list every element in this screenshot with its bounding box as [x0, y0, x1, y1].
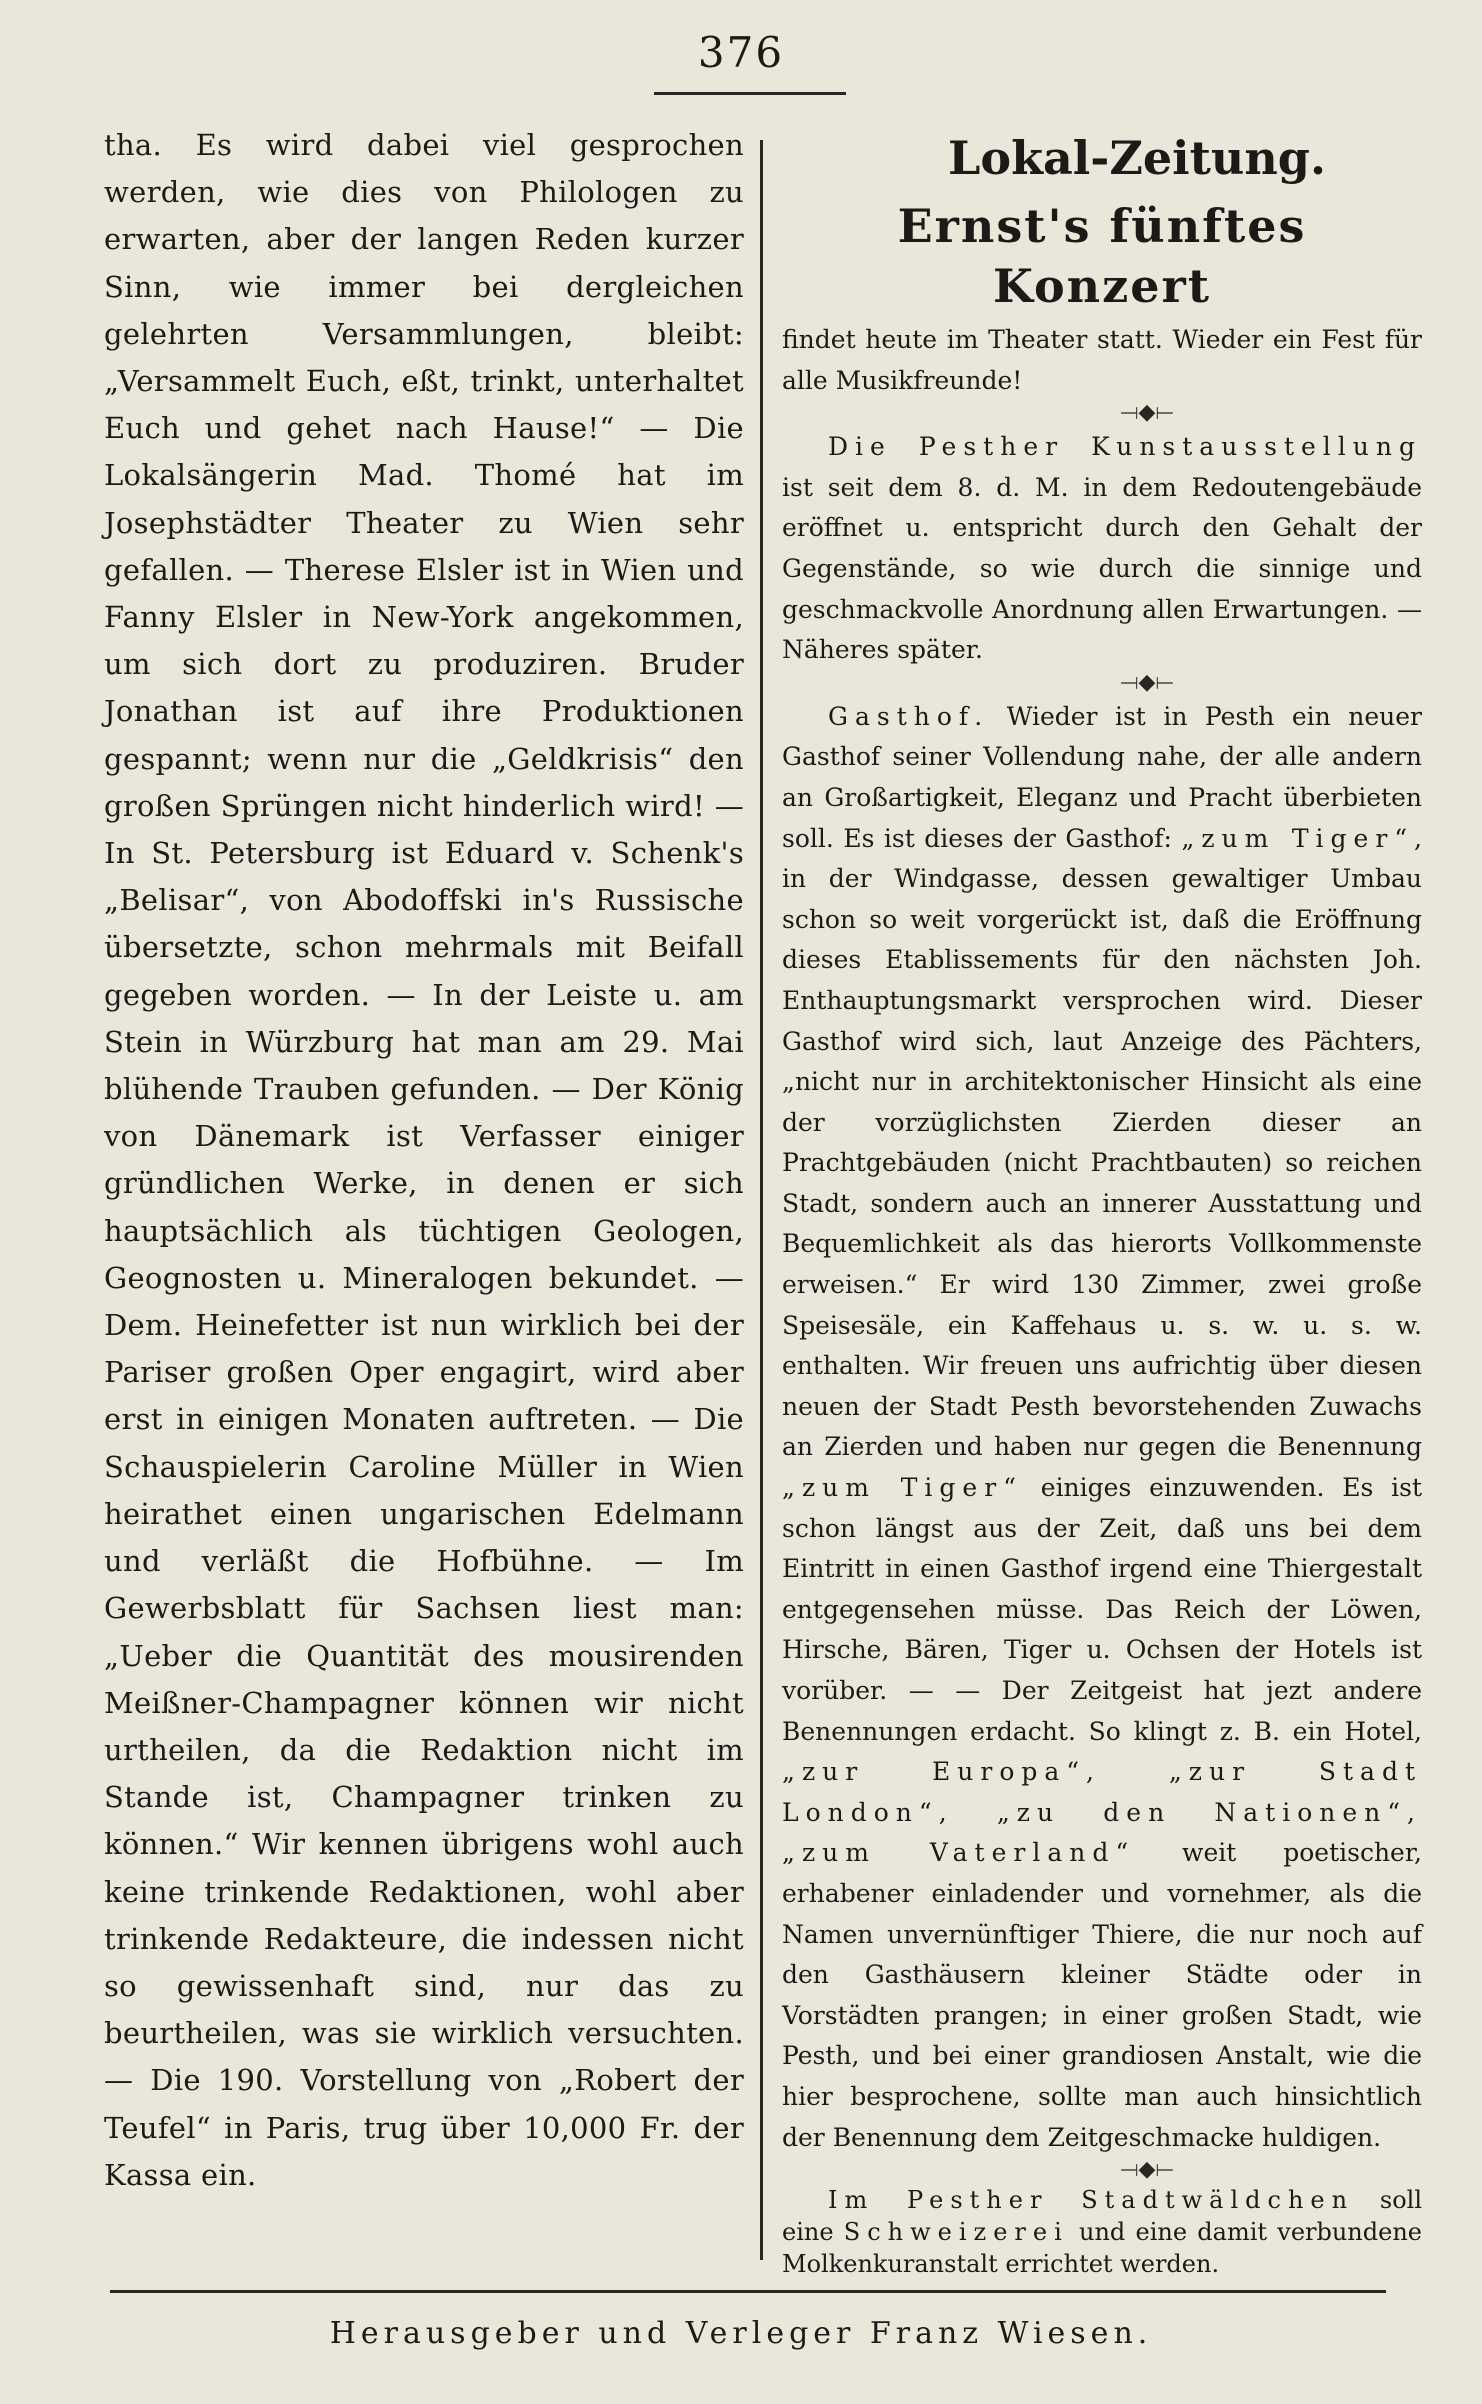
ornament-divider: ⟞◆⟝ [1120, 669, 1174, 695]
hotel-text-4: weit poetischer, erhabener einladender und vornehmer, als die Namen unvernünftiger Thiere, die nur noch auf den Gasthäusern kleiner Städte oder in Vorstädten prangen; in einer großen Stadt, wie Pesth, und bei einer grandiosen Anstalt, wie die hier besprochene, sollte man auch hinsichtlich der Benennung dem Zeitgeschmacke huldigen. [782, 1838, 1422, 2152]
exhibition-paragraph [782, 427, 1422, 671]
woods-swiss: Schweizerei [843, 2218, 1069, 2247]
ornament-divider: ⟞◆⟝ [1120, 400, 1174, 426]
woods-paragraph [782, 2184, 1422, 2280]
hotel-lead: Gasthof. [828, 701, 990, 731]
top-rule [654, 92, 846, 95]
ornament-divider: ⟞◆⟝ [1120, 2157, 1174, 2183]
woods-lead: Im Pesther Stadtwäldchen [828, 2186, 1355, 2215]
hotel-paragraph [782, 697, 1422, 2158]
hotel-name-2: „zum Tiger“ [782, 1473, 1023, 1503]
masthead: Lokal-Zeitung. [948, 131, 1326, 185]
woods-text-1: soll eine [782, 2186, 1423, 2247]
hotel-text-3: einiges einzuwenden. Es ist schon längst aus der Zeit, daß uns bei dem Eintritt in einen Gasthof irgend eine Thiergestalt entgegensehen müsse. Das Reich der Löwen, Hirsche, Bären, Tiger u. Ochsen der Hotels ist vorüber. — — Der Zeitgeist hat jezt andere Benennungen erdacht. So klingt z. B. ein Hotel, [782, 1473, 1422, 1746]
hotel-name-1: „zum Tiger“ [1181, 823, 1415, 853]
woods-text-2: und eine damit verbundene Molkenkuranstalt errichtet werden. [782, 2218, 1422, 2279]
left-column-text: tha. Es wird dabei viel gesprochen werden, wie dies von Philologen zu erwarten, aber der langen Reden kurzer Sinn, wie immer bei dergleichen gelehrten Versammlungen, bleibt: „Versammelt Euch, eßt, trinkt, unterhaltet Euch und gehet nach Hause!“ — Die Lokalsängerin Mad. Thomé hat im Josephstädter Theater zu Wien sehr gefallen. — Therese Elsler ist in Wien und Fanny Elsler in New-York angekommen, um sich dort zu produziren. Bruder Jonathan ist auf ihre Produktionen gespannt; wenn nur die „Geldkrisis“ den großen Sprüngen nicht hinderlich wird! — In St. Petersburg ist Eduard v. Schenk's „Belisar“, von Abodoffski in's Russische übersetzte, schon mehrmals mit Beifall gegeben worden. — In der Leiste u. am Stein in Würzburg hat man am 29. Mai blühende Trauben gefunden. — Der König von Dänemark ist Verfasser einiger gründlichen Werke, in denen er sich hauptsächlich als tüchtigen Geologen, Geognosten u. Mineralogen bekundet. — Dem. Heinefetter ist nun wirklich bei der Pariser großen Oper engagirt, wird aber erst in einigen Monaten auftreten. — Die Schauspielerin Caroline Müller in Wien heirathet einen ungarischen Edelmann und verläßt die Hofbühne. — Im Gewerbsblatt für Sachsen liest man: „Ueber die Quantität des mousirenden Meißner-Champagner können wir nicht urtheilen, da die Redaktion nicht im Stande ist, Champagner trinken zu können.“ Wir kennen übrigens wohl auch keine trinkende Redaktionen, wohl aber trinkende Redakteure, die indessen nicht so gewissenhaft sind, nur das zu beurtheilen, was sie wirklich versuchten. — Die 190. Vorstellung von „Robert der Teufel“ in Paris, trug über 10,000 Fr. der Kassa ein. [104, 128, 744, 2192]
hotel-text-2: , in der Windgasse, dessen gewaltiger Umbau schon so weit vorgerückt ist, daß die Eröffnung dieses Etablissements für den nächsten Joh. Enthauptungsmarkt versprochen wird. Dieser Gasthof wird sich, laut Anzeige des Pächters, „nicht nur in architektonischer Hinsicht als eine der vorzüglichsten Zierden dieser an Prachtgebäuden (nicht Prachtbauten) so reichen Stadt, sondern auch an innerer Ausstattung und Bequemlichkeit als das hierorts Vollkommenste erweisen.“ Er wird 130 Zimmer, zwei große Speisesäle, ein Kaffehaus u. s. w. u. s. w. enthalten. Wir freuen uns aufrichtig über diesen neuen der Stadt Pesth bevorstehenden Zuwachs an Zierden und haben nur gegen die Benennung [782, 823, 1422, 1462]
hotel-name-3: „zur Europa“, „zur Stadt London“, „zu den Nationen“, „zum Vaterland“ [782, 1757, 1422, 1868]
concert-text: findet heute im Theater statt. Wieder ein Fest für alle Musikfreunde! [782, 325, 1422, 395]
right-column [782, 126, 1422, 2280]
left-column [104, 122, 744, 2199]
column-divider [760, 140, 763, 2260]
page-number: 376 [697, 28, 785, 77]
bottom-rule [110, 2290, 1386, 2293]
imprint: Herausgeber und Verleger Franz Wiesen. [329, 2316, 1153, 2351]
exhibition-body: ist seit dem 8. d. M. in dem Redoutengebäude eröffnet u. entspricht durch den Gehalt der Gegenstände, so wie durch die sinnige und geschmackvolle Anordnung allen Erwartungen. — Näheres später. [782, 472, 1422, 665]
hotel-text-1: Wieder ist in Pesth ein neuer Gasthof seiner Vollendung nahe, der alle andern an Großartigkeit, Eleganz und Pracht überbieten soll. Es ist dieses der Gasthof: [782, 701, 1422, 853]
exhibition-lead: Die Pesther Kunstausstellung [828, 432, 1422, 462]
concert-headline: Ernst's fünftes Konzert [897, 199, 1307, 313]
